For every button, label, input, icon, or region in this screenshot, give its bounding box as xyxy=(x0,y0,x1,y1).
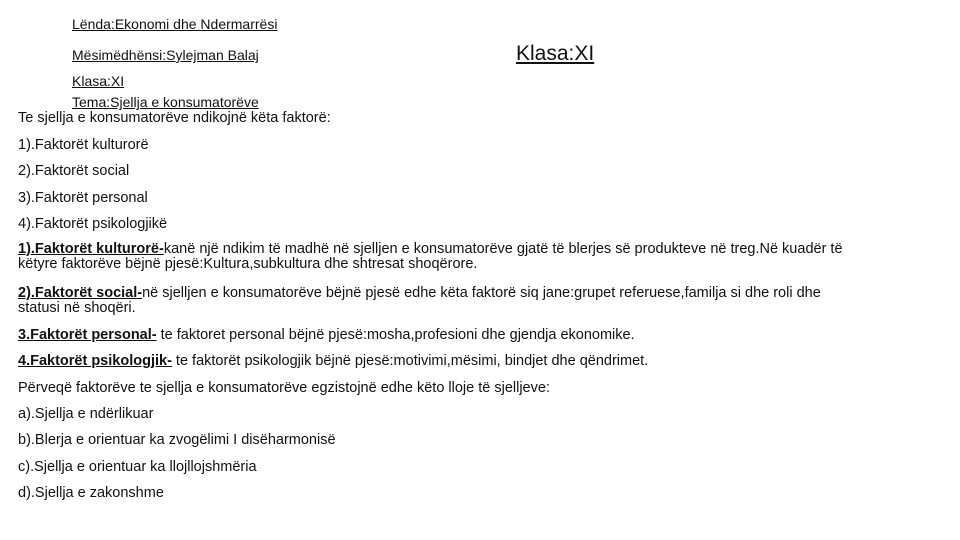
detail-term-3: 3.Faktorët personal- xyxy=(18,327,157,343)
class-large-label: Klasa:XI xyxy=(516,42,595,65)
intro-text: Te sjellja e konsumatorëve ndikojnë këta faktorë: xyxy=(18,110,331,126)
teacher-heading xyxy=(72,47,512,63)
detail-term-1: 1).Faktorët kulturorë- xyxy=(18,241,164,257)
type-item-b: b).Blerja e orientuar ka zvogëlimi I disëharmonisë xyxy=(18,432,336,448)
detail-term-2: 2).Faktorët social- xyxy=(18,285,143,301)
subject-heading: Lënda:Ekonomi dhe Ndermarrësi xyxy=(72,16,278,32)
factor-item-3: 3).Faktorët personal xyxy=(18,190,148,206)
detail-text-2: në sjelljen e konsumatorëve bëjnë pjesë edhe këta faktorë siq jane:grupet referuese,familja si dhe roli dhe statusi në shoqëri. xyxy=(18,285,821,316)
detail-paragraph-2 xyxy=(18,286,848,315)
type-item-a: a).Sjellja e ndërlikuar xyxy=(18,406,154,422)
detail-text-1: kanë një ndikim të madhë në sjelljen e konsumatorëve gjatë të blerjes së produkteve në treg.Në kuadër të këtyre faktorëve bëjnë pjesë:Kultura,subkultura dhe shtresat shoqërore. xyxy=(18,241,843,272)
detail-paragraph-4 xyxy=(18,353,648,369)
detail-term-4: 4.Faktorët psikologjik- xyxy=(18,353,172,369)
type-item-d: d).Sjellja e zakonshme xyxy=(18,485,164,501)
teacher-text: Mësimëdhënsi:Sylejman Balaj xyxy=(72,47,259,63)
detail-text-4: te faktorët psikologjik bëjnë pjesë:motivimi,mësimi, bindjet dhe qëndrimet. xyxy=(171,353,649,369)
topic-heading: Tema:Sjellja e konsumatorëve xyxy=(72,94,259,110)
types-intro-text: Përveqë faktorëve te sjellja e konsumatorëve egzistojnë edhe këto lloje të sjelljeve: xyxy=(18,380,550,396)
detail-paragraph-1 xyxy=(18,242,848,271)
type-item-c: c).Sjellja e orientuar ka llojllojshmëria xyxy=(18,459,257,475)
factor-item-1: 1).Faktorët kulturorë xyxy=(18,137,149,153)
detail-text-3: te faktoret personal bëjnë pjesë:mosha,profesioni dhe gjendja ekonomike. xyxy=(156,327,635,343)
factor-item-4: 4).Faktorët psikologjikë xyxy=(18,216,168,232)
factor-item-2: 2).Faktorët social xyxy=(18,163,130,179)
class-heading: Klasa:XI xyxy=(72,73,125,89)
detail-paragraph-3 xyxy=(18,327,635,343)
